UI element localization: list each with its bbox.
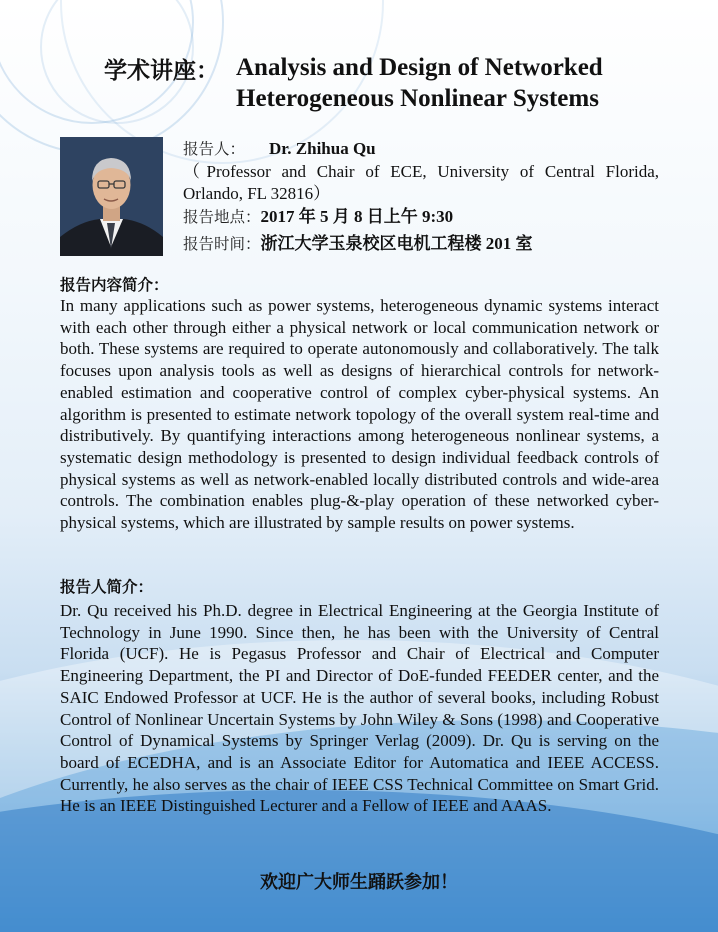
speaker-name: Dr. Zhihua Qu bbox=[269, 139, 376, 158]
time-label: 报告地点： bbox=[183, 208, 261, 226]
abstract-text: In many applications such as power systems, heterogeneous dynamic systems interact with each other through either a physical network or local communication network or both. These systems are required to operate autonomously and collaboratively. The talk focuses upon analysis tools as well as designs of hierarchical controls for network-enabled estimation and cooperative control of complex cyber-physical systems. An algorithm is presented to estimate network topology of the overall system real-time and distributively. By quantifying interactions among heterogeneous nonlinear systems, a systematic design methodology is presented to design individual feedback controls of physical systems as well as network-enabled locally distributed controls and wide-area controls. The combination enables plug-&-play operation of these networked cyber-physical systems, which are illustrated by sample results on power systems. bbox=[60, 296, 659, 533]
speaker-affiliation-line-1: （Professor and Chair of ECE, University of Central Florida, bbox=[183, 162, 659, 181]
speaker-row bbox=[183, 138, 659, 160]
speaker-photo bbox=[60, 137, 163, 256]
speaker-label: 报告人： bbox=[183, 140, 246, 158]
abstract-heading: 报告内容简介： bbox=[60, 276, 169, 294]
time-row bbox=[183, 206, 659, 228]
closing-invitation: 欢迎广大师生踊跃参加！ bbox=[260, 872, 458, 893]
place-value: 浙江大学玉泉校区电机工程楼 201 室 bbox=[260, 234, 533, 253]
place-row bbox=[183, 233, 659, 255]
title-line-2: Heterogeneous Nonlinear Systems bbox=[236, 85, 599, 112]
speaker-affiliation-line-2: Orlando, FL 32816） bbox=[183, 184, 331, 203]
bio-text: Dr. Qu received his Ph.D. degree in Electrical Engineering at the Georgia Institute of Technology in June 1990. Since then, he has been with the University of Central Florida (UCF). He is Pegasus Professor and Chair of Electrical and Computer Engineering Department, the PI and Director of DoE-funded FEEDER center, and the SAIC Endowed Professor at UCF. He is the author of several books, including Robust Control of Nonlinear Uncertain Systems by John Wiley & Sons (1998) and Cooperative Control of Dynamical Systems by Springer Verlag (2009). Dr. Qu is serving on the board of ECEDHA, and is an Associate Editor for Automatica and IEEE ACCESS. Currently, he also serves as the chair of IEEE CSS Technical Committee on Smart Grid. He is an IEEE Distinguished Lecturer and a Fellow of IEEE and AAAS. bbox=[60, 601, 659, 816]
time-value: 2017 年 5 月 8 日上午 9:30 bbox=[260, 207, 454, 226]
title-line-1: Analysis and Design of Networked bbox=[236, 54, 603, 81]
place-label: 报告时间： bbox=[183, 235, 261, 253]
title-prefix: 学术讲座： bbox=[104, 58, 219, 84]
bio-heading: 报告人简介： bbox=[60, 578, 154, 596]
